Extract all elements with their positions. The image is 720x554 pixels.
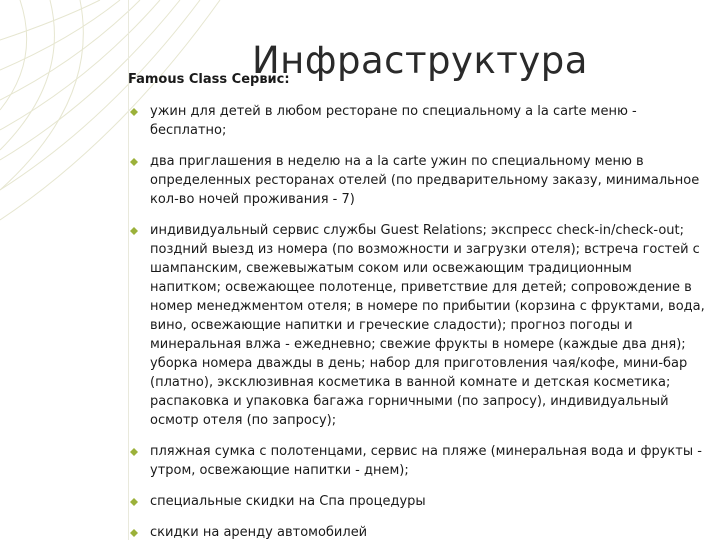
list-item-text: специальные скидки на Спа процедуры bbox=[150, 494, 426, 509]
list-item-text: пляжная сумка с полотенцами, сервис на пляже (минеральная вода и фрукты - утром, освежающие напитки - днем); bbox=[150, 444, 702, 478]
list-item bbox=[128, 492, 706, 511]
leaf-bullet-icon bbox=[130, 227, 138, 235]
slide-content bbox=[128, 72, 706, 554]
leaf-bullet-icon bbox=[130, 448, 138, 456]
list-item bbox=[128, 102, 706, 140]
bullet-list bbox=[128, 102, 706, 542]
list-item-text: ужин для детей в любом ресторане по специальному a la carte меню - бесплатно; bbox=[150, 104, 637, 138]
leaf-bullet-icon bbox=[130, 498, 138, 506]
list-item bbox=[128, 152, 706, 209]
list-item bbox=[128, 442, 706, 480]
list-item-text: индивидуальный сервис службы Guest Relations; экспресс check-in/check-out; поздний выезд из номера (по возможности и загрузки отеля); встреча гостей с шампанским, свежевыжатым соком или освежающим традиционным напитком; освежающее полотенце, приветствие для детей; сопровождение в номер менеджментом отеля; в номере по прибытии (корзина с фруктами, вода, вино, освежающие напитки и греческие сладости); прогноз погоды и минеральная влжа - ежедневно; свежие фрукты в номере (каждые два дня); уборка номера дважды в день; набор для приготовления чая/кофе, мини-бар (платно), эксклюзивная косметика в ванной комнате и детская косметика; распаковка и упаковка багажа горничными (по запросу), индивидуальный осмотр отеля (по запросу); bbox=[150, 223, 705, 428]
page-title: Инфраструктура bbox=[252, 38, 588, 82]
leaf-bullet-icon bbox=[130, 529, 138, 537]
list-item bbox=[128, 523, 706, 542]
leaf-bullet-icon bbox=[130, 158, 138, 166]
leaf-bullet-icon bbox=[130, 108, 138, 116]
section-heading: Famous Class Сервис: bbox=[128, 72, 290, 87]
list-item-text: два приглашения в неделю на a la carte ужин по специальному меню в определенных ресторанах отелей (по предварительному заказу, минимальное кол-во ночей проживания - 7) bbox=[150, 154, 700, 207]
list-item bbox=[128, 221, 706, 430]
list-item-text: скидки на аренду автомобилей bbox=[150, 525, 368, 540]
